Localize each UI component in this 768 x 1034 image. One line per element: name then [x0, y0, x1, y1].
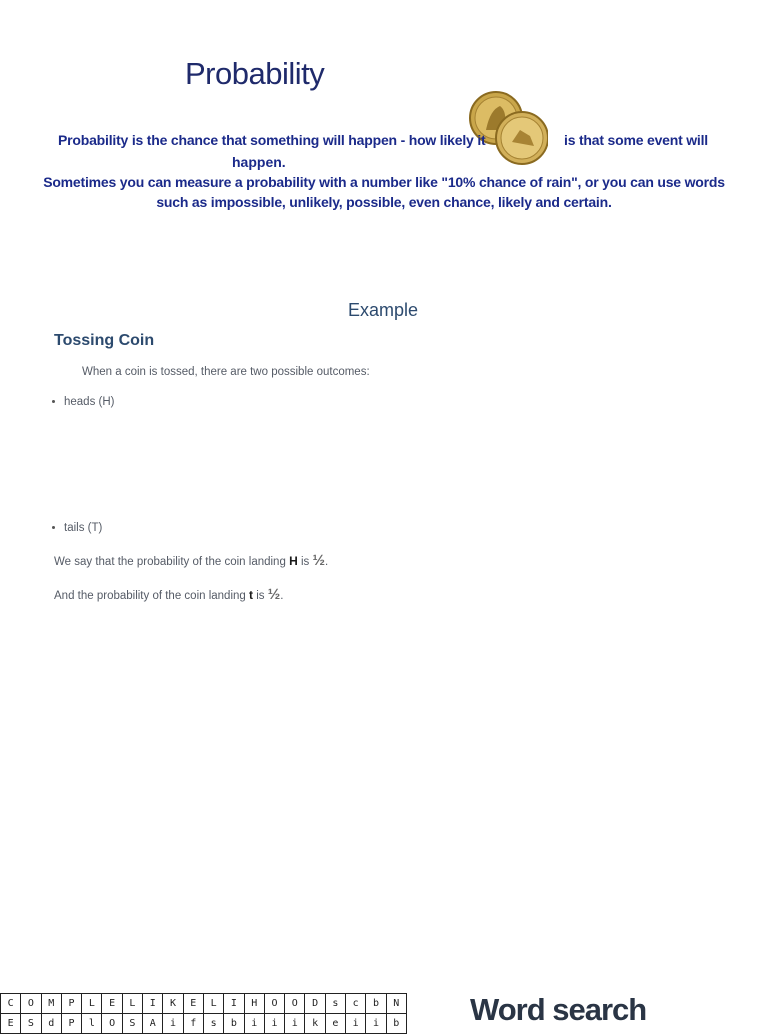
list-item — [52, 522, 102, 534]
page-title: Probability — [185, 56, 325, 91]
word-search-cell: D — [305, 994, 325, 1014]
prob-t-period: . — [280, 590, 284, 602]
word-search-cell: i — [264, 1014, 284, 1034]
word-search-cell: k — [305, 1014, 325, 1034]
prob-t-fraction: ½ — [267, 586, 281, 603]
word-search-cell: i — [366, 1014, 386, 1034]
word-search-cell: A — [143, 1014, 163, 1034]
tossing-coin-heading: Tossing Coin — [54, 332, 155, 349]
probability-tails-text — [54, 586, 283, 603]
word-search-cell: b — [366, 994, 386, 1014]
word-search-cell: e — [325, 1014, 345, 1034]
prob-h-fraction: ½ — [312, 552, 325, 569]
outcome-heads: heads (H) — [64, 396, 115, 408]
prob-h-is: is — [300, 556, 310, 568]
example-heading: Example — [347, 300, 419, 320]
prob-t-prefix: And the probability of the coin landing — [54, 590, 246, 602]
word-search-cell: C — [1, 994, 21, 1014]
word-search-cell: O — [264, 994, 284, 1014]
prob-t-letter: t — [249, 588, 254, 602]
intro-text-line4: such as impossible, unlikely, possible, even chance, likely and certain. — [156, 194, 612, 210]
word-search-cell: O — [102, 1014, 122, 1034]
intro-text-line3: Sometimes you can measure a probability with a number like "10% chance of rain", or you can use words — [43, 174, 725, 190]
prob-t-is: is — [256, 590, 265, 602]
word-search-cell: b — [224, 1014, 244, 1034]
intro-text-line1b: is that some event will — [564, 132, 708, 148]
intro-text-line1a: Probability is the chance that something will happen - how likely it — [58, 132, 486, 148]
word-search-cell: P — [61, 1014, 81, 1034]
prob-h-period: . — [324, 556, 329, 568]
word-search-cell: K — [163, 994, 183, 1014]
word-search-cell: L — [122, 994, 142, 1014]
word-search-grid — [0, 993, 407, 1034]
word-search-title: Word search — [470, 992, 647, 1027]
word-search-cell: i — [346, 1014, 366, 1034]
word-search-cell: L — [203, 994, 223, 1014]
word-search-cell: I — [143, 994, 163, 1014]
word-search-cell: L — [82, 994, 102, 1014]
word-search-cell: f — [183, 1014, 203, 1034]
word-search-cell: l — [82, 1014, 102, 1034]
word-search-cell: S — [122, 1014, 142, 1034]
word-search-cell: s — [325, 994, 345, 1014]
word-search-cell: N — [386, 994, 406, 1014]
word-search-cell: M — [41, 994, 61, 1014]
word-search-cell: c — [346, 994, 366, 1014]
word-search-cell: i — [163, 1014, 183, 1034]
word-search-cell: b — [386, 1014, 406, 1034]
word-search-cell: s — [203, 1014, 223, 1034]
bullet-icon — [52, 526, 55, 529]
word-search-cell: i — [244, 1014, 264, 1034]
word-search-cell: d — [41, 1014, 61, 1034]
word-search-cell: S — [21, 1014, 41, 1034]
word-search-cell: O — [285, 994, 305, 1014]
word-search-cell: I — [224, 994, 244, 1014]
coins-image — [468, 90, 548, 166]
outcomes-lead-text: When a coin is tossed, there are two possible outcomes: — [82, 366, 370, 378]
word-search-cell: O — [21, 994, 41, 1014]
prob-h-prefix: We say that the probability of the coin landing — [54, 556, 286, 568]
outcome-tails: tails (T) — [64, 522, 103, 534]
bullet-icon — [52, 400, 55, 403]
list-item — [52, 396, 115, 408]
word-search-cell: E — [1, 1014, 21, 1034]
word-search-cell: H — [244, 994, 264, 1014]
prob-h-letter: H — [289, 554, 298, 568]
word-search-row — [1, 994, 407, 1014]
word-search-cell: P — [61, 994, 81, 1014]
word-search-cell: E — [102, 994, 122, 1014]
word-search-cell: i — [285, 1014, 305, 1034]
word-search-cell: E — [183, 994, 203, 1014]
probability-heads-text — [54, 552, 328, 569]
intro-text-line2: happen. — [232, 154, 286, 170]
